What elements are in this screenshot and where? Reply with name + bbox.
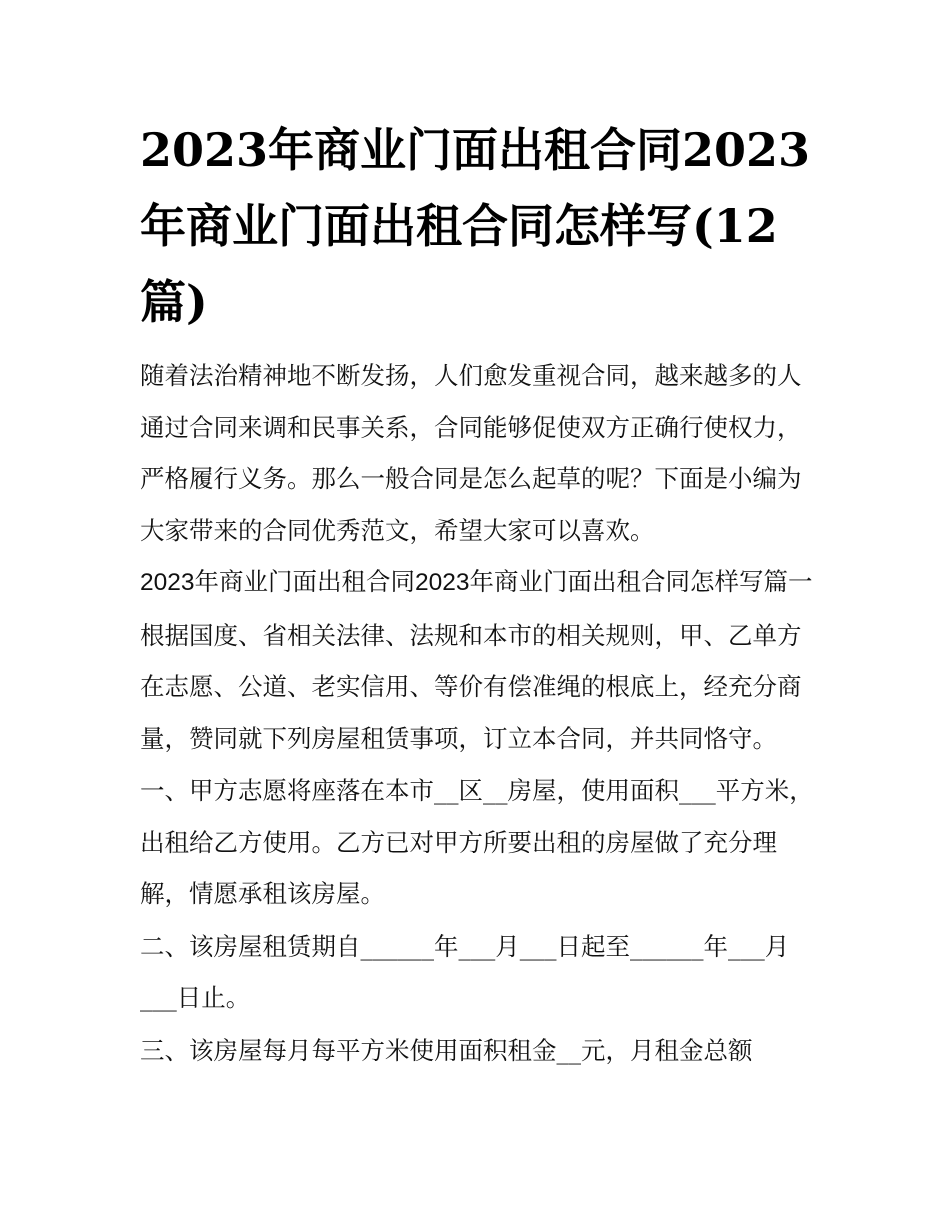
document-body — [140, 350, 820, 1077]
section-heading: 2023年商业门面出租合同2023年商业门面出租合同怎样写篇一 — [140, 569, 813, 596]
document-title: 2023年商业门面出租合同2023年商业门面出租合同怎样写(12篇) — [140, 123, 811, 329]
intro-paragraph: 随着法治精神地不断发扬，人们愈发重视合同，越来越多的人通过合同来调和民事关系，合同能够促使双方正确行使权力，严格履行义务。那么一般合同是怎么起草的呢？下面是小编为大家带来的合同优秀范文，希望大家可以喜欢。 — [140, 361, 802, 545]
body-paragraph: 二、该房屋租赁期自______年___月___日起至______年___月___日止。 — [140, 931, 790, 1012]
body-paragraph: 一、甲方志愿将座落在本市__区__房屋，使用面积___平方米，出租给乙方使用。乙方已对甲方所要出租的房屋做了充分理解，情愿承租该房屋。 — [140, 776, 814, 908]
body-paragraph: 三、该房屋每月每平方米使用面积租金__元，月租金总额 — [140, 1035, 753, 1065]
body-paragraph: 根据国度、省相关法律、法规和本市的相关规则，甲、乙单方在志愿、公道、老实信用、等价有偿准绳的根底上，经充分商量，赞同就下列房屋租赁事项，订立本合同，并共同恪守。 — [140, 620, 802, 753]
